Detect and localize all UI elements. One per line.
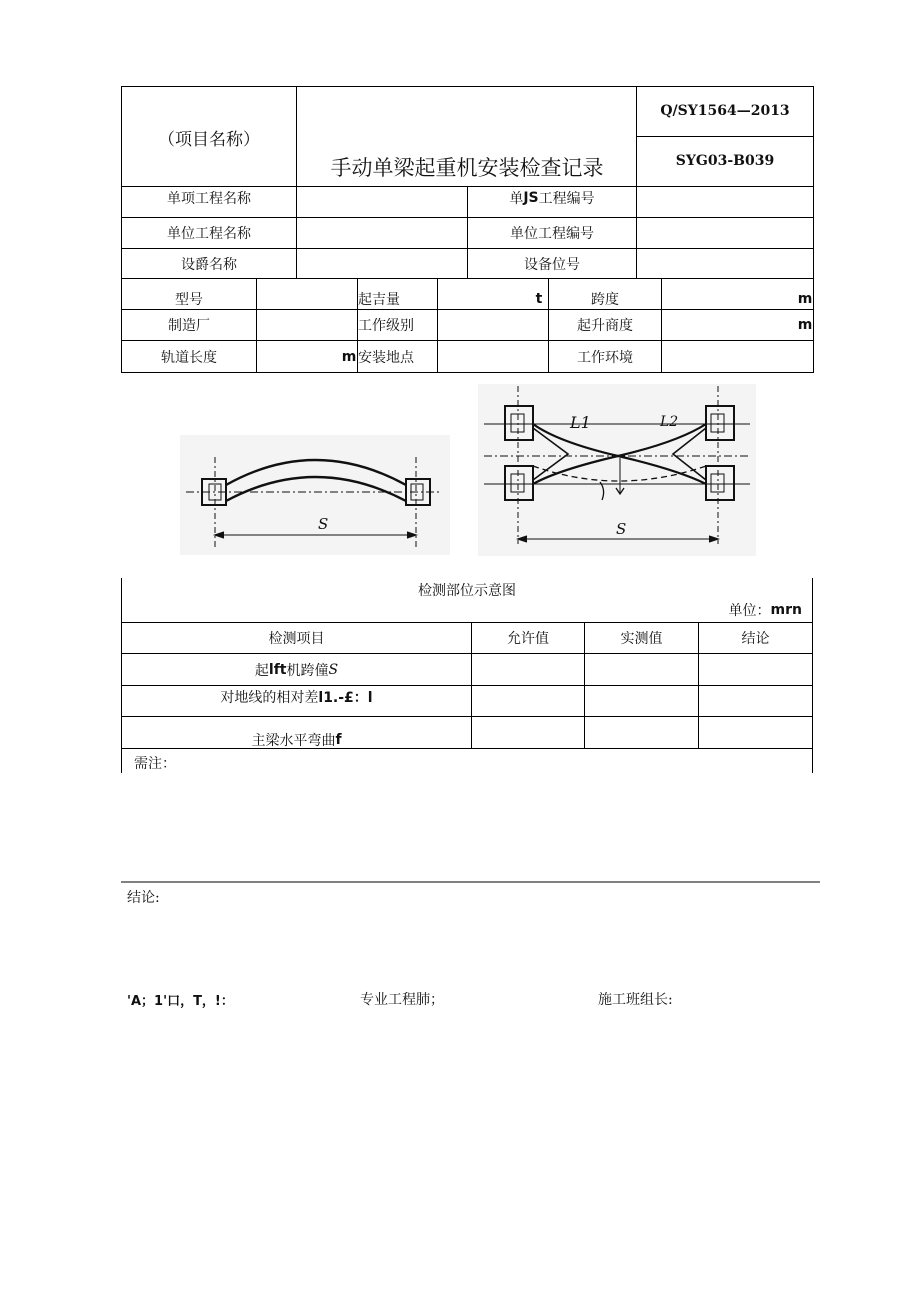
label-span: 跨度 bbox=[591, 291, 619, 308]
unit-label: 单位： bbox=[728, 603, 771, 619]
col-header-conclusion: 结论 bbox=[741, 631, 770, 647]
remarks-label: 需注： bbox=[134, 756, 176, 772]
label-single-project-code bbox=[468, 187, 636, 208]
label-work-class: 工作级别 bbox=[358, 318, 414, 334]
unit-lift-height-m: m bbox=[797, 317, 813, 333]
page-title: 手动单梁起重机安装检查记录 bbox=[330, 156, 604, 180]
right-l1-label: L1 bbox=[570, 413, 591, 432]
signature-1: 'A；1'口，T，!： bbox=[127, 993, 234, 1009]
label-single-project-code-b: JS bbox=[523, 189, 539, 206]
row-bend-b: f bbox=[335, 732, 342, 748]
right-l2-label: L2 bbox=[660, 414, 679, 430]
row-diagonal-diff bbox=[122, 683, 471, 711]
unit-rail-length-m: m bbox=[341, 348, 357, 365]
row-span-a: 起 bbox=[254, 662, 269, 679]
row-span-b: lft bbox=[268, 661, 287, 678]
label-work-environment: 工作环境 bbox=[577, 349, 633, 366]
unit-note bbox=[680, 599, 802, 621]
unit-span-m: m bbox=[797, 290, 813, 307]
col-header-measured: 实测值 bbox=[620, 631, 663, 647]
label-manufacturer: 制造厂 bbox=[168, 318, 210, 334]
unit-tonnes: t bbox=[535, 290, 543, 307]
label-lift-height: 起升商度 bbox=[577, 318, 633, 334]
label-single-project-code-c: 工程编号 bbox=[538, 190, 595, 207]
label-install-location: 安装地点 bbox=[358, 349, 414, 366]
girder-bend-diagram bbox=[180, 435, 450, 555]
project-name: （项目名称） bbox=[158, 129, 260, 150]
col-header-item: 检测项目 bbox=[268, 631, 325, 647]
row-girder-bend bbox=[122, 726, 471, 754]
unit-value: mrn bbox=[770, 602, 802, 618]
label-unit-project-code: 单位工程编号 bbox=[510, 226, 594, 242]
signature-3: 施工班组长: bbox=[598, 992, 673, 1008]
label-model: 型号 bbox=[175, 291, 203, 308]
diagonal-measure-diagram bbox=[478, 384, 756, 556]
row-span-deviation bbox=[122, 654, 471, 685]
label-single-project-code-a: 单 bbox=[509, 190, 524, 207]
row-span-c: 机跨僮 bbox=[286, 662, 329, 679]
left-span-label: S bbox=[318, 515, 329, 533]
label-unit-project-name: 单位工程名称 bbox=[167, 226, 251, 242]
form-code: SYG03-B039 bbox=[675, 153, 775, 169]
row-diagonal-b: l1.-£：l bbox=[318, 690, 373, 706]
col-header-allowed: 允许值 bbox=[507, 631, 549, 647]
conclusion-label: 结论: bbox=[127, 890, 160, 906]
signature-2: 专业工程肺； bbox=[360, 992, 444, 1008]
label-equipment-name: 设爵名称 bbox=[181, 256, 237, 273]
diagram-caption: 检测部位示意图 bbox=[418, 583, 516, 599]
right-span-label: S bbox=[616, 520, 627, 538]
label-single-project-name: 单项工程名称 bbox=[167, 190, 251, 207]
conclusion-divider bbox=[0, 880, 920, 884]
label-equipment-tag: 设备位号 bbox=[524, 256, 580, 273]
label-rail-length: 轨道长度 bbox=[161, 349, 217, 366]
row-span-d: S bbox=[328, 661, 339, 678]
label-lifting-capacity: 起吉量 bbox=[358, 291, 400, 308]
row-bend-a: 主梁水平弯曲 bbox=[251, 733, 336, 749]
standard-code: Q/SY1564—2013 bbox=[660, 103, 790, 119]
row-diagonal-a: 对地线的相对差 bbox=[220, 690, 319, 706]
